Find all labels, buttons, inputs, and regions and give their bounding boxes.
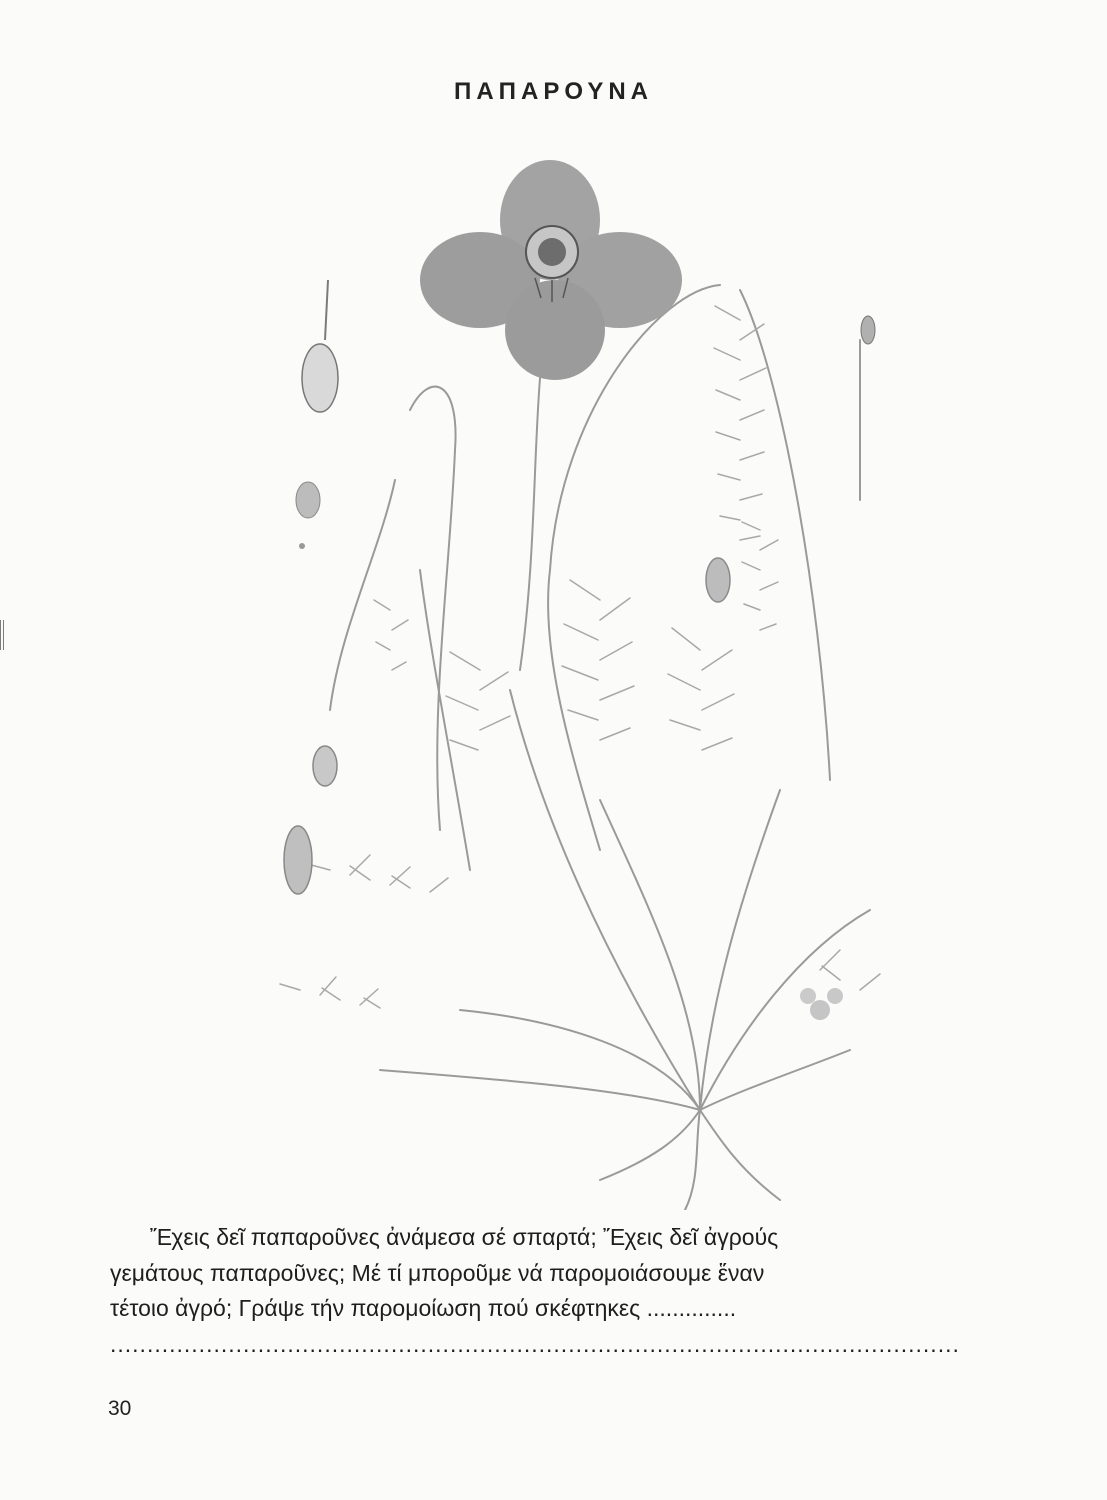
small-flower-lower <box>800 988 843 1020</box>
exercise-text <box>110 1220 980 1363</box>
poppy-flower <box>420 160 682 380</box>
exercise-line-3: τέτοιο ἀγρό; Γράψε τήν παρομοίωση πού σκέφτηκες .............. <box>110 1295 737 1322</box>
exercise-line-1: Ἔχεις δεῖ παπαροῦνες ἀνάμεσα σέ σπαρτά; Ἔχεις δεῖ ἀγρούς <box>150 1224 779 1250</box>
page-number: 30 <box>108 1397 132 1420</box>
stem-a <box>420 570 470 870</box>
poppy-illustration <box>180 150 940 1210</box>
seed-capsule-left <box>296 280 338 549</box>
answer-dotted-line[interactable]: ................................................................................................................... <box>110 1330 960 1357</box>
closed-bud-right <box>284 316 875 894</box>
binding-mark <box>0 620 6 650</box>
stem-b <box>510 690 700 1110</box>
exercise-line-2: γεμάτους παπαροῦνες; Μέ τί μποροῦμε νά παρομοιάσουμε ἕναν <box>110 1259 765 1286</box>
page-title: ΠΑΠΑΡΟΥΝΑ <box>453 78 653 105</box>
bud-stem-left <box>330 480 395 710</box>
arching-stem-left <box>410 387 456 830</box>
arching-stem-right <box>740 290 830 780</box>
